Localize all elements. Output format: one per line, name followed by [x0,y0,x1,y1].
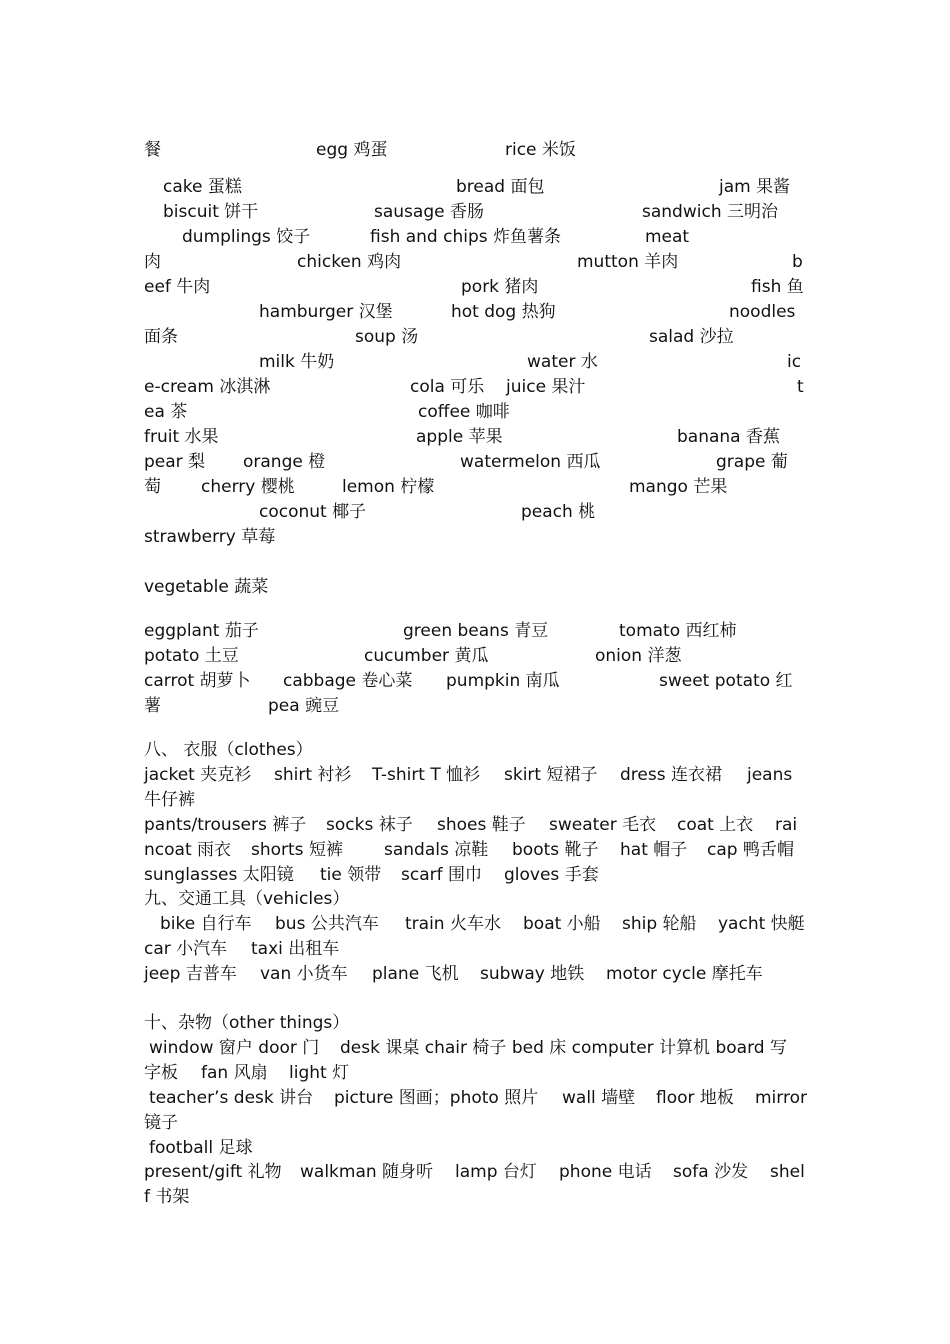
section-heading-vehicles: 九、交通工具（vehicles） [144,889,350,909]
word-taxi: taxi 出租车 [251,939,340,959]
word-jeans: jeans [747,765,793,785]
word-scarf: scarf 围巾 [401,865,482,885]
word-sweater: sweater 毛衣 [549,815,657,835]
word-hot-dog: hot dog 热狗 [451,302,556,322]
word-bread: bread 面包 [456,177,545,197]
word-ice-cream-cont: e-cream 冰淇淋 [144,377,271,397]
word-coat: coat 上衣 [677,815,754,835]
word-onion: onion 洋葱 [595,646,682,666]
word-hat: hat 帽子 [620,840,688,860]
word-boots: boots 靴子 [512,840,599,860]
word-sandals: sandals 凉鞋 [384,840,489,860]
word-ice-cream-start: ic [787,352,802,372]
word-van: van 小货车 [260,964,348,984]
word-shelf-start: shel [770,1162,805,1182]
section-heading-other-things: 十、杂物（other things） [144,1013,350,1033]
word-wall: wall 墙壁 [562,1088,636,1108]
word-shirt: shirt 衬衫 [274,765,352,785]
word-milk: milk 牛奶 [259,352,335,372]
word-pants: pants/trousers 裤子 [144,815,307,835]
word-board-cont: 字板 [144,1063,178,1083]
word-sweet-potato-cont: 薯 [144,696,161,716]
word-chicken: chicken 鸡肉 [297,252,402,272]
word-meat: meat [645,227,690,247]
word-motorcycle: motor cycle 摩托车 [606,964,763,984]
word-water: water 水 [527,352,598,372]
word-jeans-cont: 牛仔裤 [144,790,195,810]
word-fish-and-chips: fish and chips 炸鱼薯条 [370,227,562,247]
word-yacht: yacht 快艇 [718,914,805,934]
word-shelf-cont: f 书架 [144,1187,190,1207]
word-coffee: coffee 咖啡 [418,402,510,422]
word-sandwich: sandwich 三明治 [642,202,778,222]
word-light: light 灯 [289,1063,350,1083]
word-sofa: sofa 沙发 [673,1162,749,1182]
word-jacket: jacket 夹克衫 [144,765,252,785]
word-juice: juice 果汁 [506,377,586,397]
word-cherry: cherry 樱桃 [201,477,295,497]
word-socks: socks 袜子 [326,815,413,835]
word-boat: boat 小船 [523,914,601,934]
word-mirror: mirror [755,1088,807,1108]
word-noodles: noodles [729,302,796,322]
word-raincoat-cont: ncoat 雨衣 [144,840,232,860]
word-cake: cake 蛋糕 [163,177,242,197]
word-coconut: coconut 椰子 [259,502,367,522]
word-banana: banana 香蕉 [677,427,780,447]
word-pea: pea 豌豆 [268,696,340,716]
word-subway: subway 地铁 [480,964,585,984]
word-bus: bus 公共汽车 [275,914,379,934]
word-teachers-desk: teacher’s desk 讲台 [149,1088,314,1108]
word-fruit: fruit 水果 [144,427,219,447]
word-fan: fan 风扇 [201,1063,268,1083]
word-green-beans: green beans 青豆 [403,621,549,641]
word-tomato: tomato 西红柿 [619,621,737,641]
word-sausage: sausage 香肠 [374,202,484,222]
word-watermelon: watermelon 西瓜 [460,452,601,472]
word-dumplings: dumplings 饺子 [182,227,311,247]
word-desk-chair-bed-computer-board: desk 课桌 chair 椅子 bed 床 computer 计算机 board 写 [340,1038,787,1058]
word-egg: egg 鸡蛋 [316,140,388,160]
word-shoes: shoes 鞋子 [437,815,526,835]
word-walkman: walkman 随身听 [300,1162,434,1182]
word-eggplant: eggplant 茄子 [144,621,259,641]
word-tie: tie 领带 [320,865,382,885]
word-strawberry: strawberry 草莓 [144,527,276,547]
word-pear: pear 梨 [144,452,206,472]
section-heading-vegetable: vegetable 蔬菜 [144,577,269,597]
word-football: football 足球 [149,1138,253,1158]
word-peach: peach 桃 [521,502,596,522]
word-mutton: mutton 羊肉 [577,252,679,272]
word-skirt: skirt 短裙子 [504,765,598,785]
word-ship: ship 轮船 [622,914,697,934]
word-sunglasses: sunglasses 太阳镜 [144,865,294,885]
word-grape-cont: 萄 [144,477,161,497]
word-rice: rice 米饭 [505,140,576,160]
word-jeep: jeep 吉普车 [144,964,237,984]
word-cucumber: cucumber 黄瓜 [364,646,489,666]
word-fish: fish 鱼 [751,277,804,297]
word-train: train 火车水 [405,914,501,934]
word-picture-photo: picture 图画；photo 照片 [334,1088,539,1108]
word-car: car 小汽车 [144,939,228,959]
word-apple: apple 苹果 [416,427,503,447]
word-cap: cap 鸭舌帽 [707,840,794,860]
word-orange: orange 橙 [243,452,326,472]
word-gloves: gloves 手套 [504,865,599,885]
word-salad: salad 沙拉 [649,327,734,347]
word-cabbage: cabbage 卷心菜 [283,671,413,691]
word-meat-cont: 肉 [144,252,161,272]
word-tea-start: t [797,377,804,397]
word-pumpkin: pumpkin 南瓜 [446,671,560,691]
word-t-shirt: T-shirt T 恤衫 [372,765,481,785]
word-jam: jam 果酱 [719,177,791,197]
word-window-door: window 窗户 door 门 [149,1038,320,1058]
word-beef-start: b [792,252,803,272]
word-lemon: lemon 柠檬 [342,477,435,497]
word-grape: grape 葡 [716,452,788,472]
word-plane: plane 飞机 [372,964,459,984]
word-raincoat-start: rai [775,815,798,835]
section-heading-clothes: 八、 衣服（clothes） [144,740,313,760]
word-bike: bike 自行车 [160,914,252,934]
word-sweet-potato: sweet potato 红 [659,671,793,691]
word-shorts: shorts 短裤 [251,840,343,860]
word-soup: soup 汤 [355,327,419,347]
word-lamp: lamp 台灯 [455,1162,537,1182]
word-pork: pork 猪肉 [461,277,539,297]
word-mirror-cont: 镜子 [144,1113,178,1133]
word-beef-cont: eef 牛肉 [144,277,211,297]
word-phone: phone 电话 [559,1162,652,1182]
word-meal: 餐 [144,140,161,160]
word-present-gift: present/gift 礼物 [144,1162,282,1182]
word-floor: floor 地板 [656,1088,734,1108]
word-tea-cont: ea 茶 [144,402,188,422]
word-dress: dress 连衣裙 [620,765,722,785]
word-potato: potato 土豆 [144,646,239,666]
word-biscuit: biscuit 饼干 [163,202,259,222]
word-cola: cola 可乐 [410,377,485,397]
word-hamburger: hamburger 汉堡 [259,302,393,322]
word-carrot: carrot 胡萝卜 [144,671,251,691]
word-mango: mango 芒果 [629,477,728,497]
word-noodles-cont: 面条 [144,327,178,347]
